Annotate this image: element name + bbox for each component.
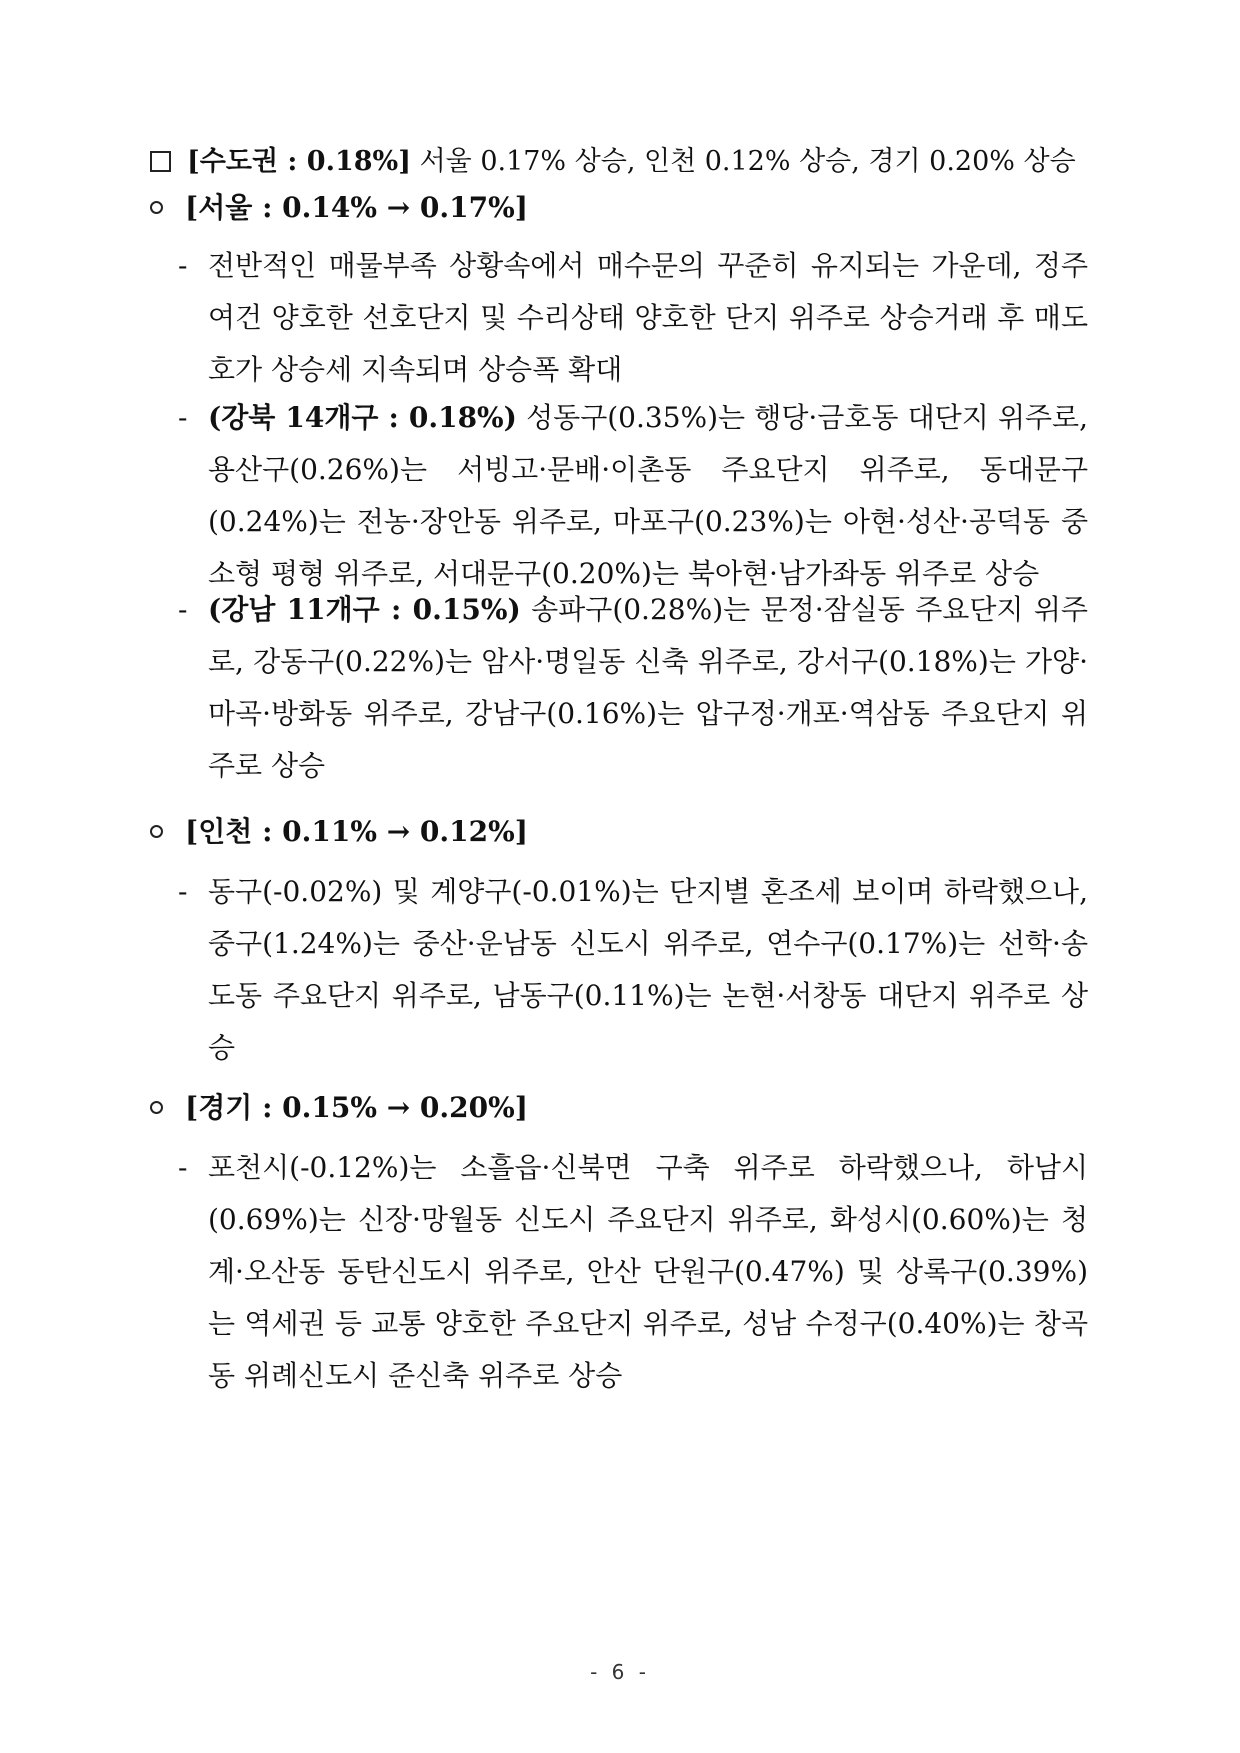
gangnam-label: (강남 11개구 : 0.15%) [208, 593, 521, 626]
dash-bullet: - [178, 249, 188, 282]
gangbuk-label: (강북 14개구 : 0.18%) [208, 401, 517, 434]
incheon-section-title: [인천 : 0.11% → 0.12%] [150, 812, 528, 852]
metro-summary-label: [수도권 : 0.18%] [187, 146, 411, 177]
dash-bullet: - [178, 875, 188, 908]
seoul-overview-bullet [178, 240, 1088, 396]
page-number: - 6 - [590, 1660, 650, 1684]
metro-summary-text: 서울 0.17% 상승, 인천 0.12% 상승, 경기 0.20% 상승 [410, 146, 1076, 177]
circle-bullet-icon [150, 1101, 163, 1114]
gangbuk-text: 성동구(0.35%)는 행당·금호동 대단지 위주로, 용산구(0.26%)는 서빙고·문배·이촌동 주요단지 위주로, 동대문구(0.24%)는 전농·장안동 위주로, 마포구(0.23%)는 아현·성산·공덕동 중소형 평형 위주로, 서대문구(0.20%)는 북아현·남가좌동 위주로 상승 [208, 401, 1088, 590]
metro-summary-heading [150, 142, 1090, 182]
incheon-bullet [178, 866, 1088, 1074]
dash-bullet: - [178, 593, 188, 626]
gyeonggi-bullet [178, 1142, 1088, 1402]
seoul-overview-text: 전반적인 매물부족 상황속에서 매수문의 꾸준히 유지되는 가운데, 정주여건 양호한 선호단지 및 수리상태 양호한 단지 위주로 상승거래 후 매도호가 상승세 지속되며 상승폭 확대 [208, 249, 1088, 386]
incheon-text: 동구(-0.02%) 및 계양구(-0.01%)는 단지별 혼조세 보이며 하락했으나, 중구(1.24%)는 중산·운남동 신도시 위주로, 연수구(0.17%)는 선학·송도동 주요단지 위주로, 남동구(0.11%)는 논현·서창동 대단지 위주로 상승 [208, 875, 1088, 1064]
circle-bullet-icon [150, 201, 163, 214]
seoul-section-title: [서울 : 0.14% → 0.17%] [150, 188, 528, 228]
dash-bullet: - [178, 401, 188, 434]
gangnam-text: 송파구(0.28%)는 문정·잠실동 주요단지 위주로, 강동구(0.22%)는 암사·명일동 신축 위주로, 강서구(0.18%)는 가양·마곡·방화동 위주로, 강남구(0.16%)는 압구정·개포·역삼동 주요단지 위주로 상승 [208, 593, 1088, 782]
dash-bullet: - [178, 1151, 188, 1184]
gyeonggi-text: 포천시(-0.12%)는 소흘읍·신북면 구축 위주로 하락했으나, 하남시(0.69%)는 신장·망월동 신도시 주요단지 위주로, 화성시(0.60%)는 청계·오산동 동탄신도시 위주로, 안산 단원구(0.47%) 및 상록구(0.39%)는 역세권 등 교통 양호한 주요단지 위주로, 성남 수정구(0.40%)는 창곡동 위례신도시 준신축 위주로 상승 [208, 1151, 1088, 1392]
checkbox-square-icon [150, 151, 171, 172]
seoul-gangbuk-bullet [178, 392, 1088, 600]
seoul-gangnam-bullet [178, 584, 1088, 792]
circle-bullet-icon [150, 825, 163, 838]
gyeonggi-section-title: [경기 : 0.15% → 0.20%] [150, 1088, 528, 1128]
